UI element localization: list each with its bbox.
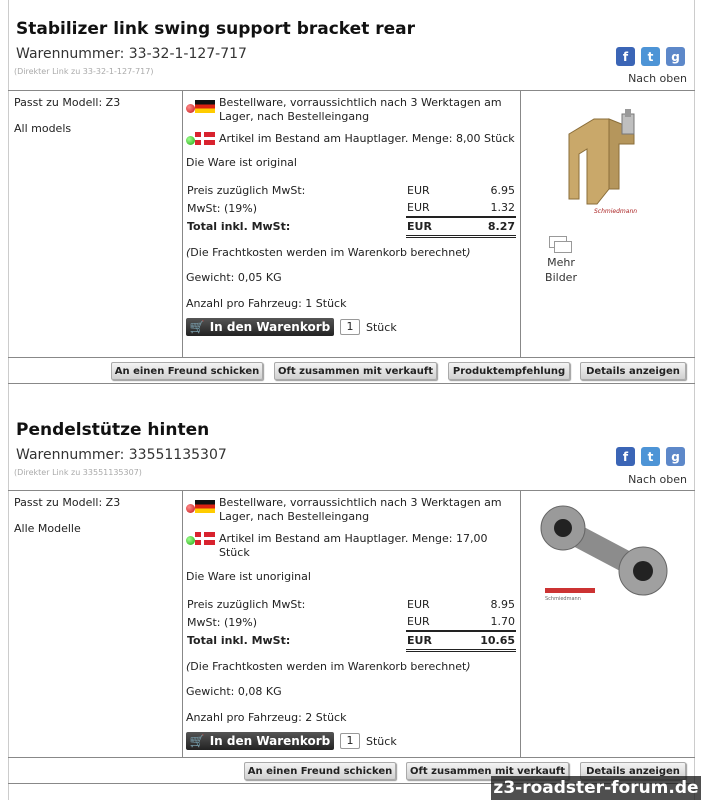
stock-order-line	[186, 496, 517, 524]
price-currency: EUR	[407, 615, 430, 628]
price-currency: EUR	[406, 217, 476, 237]
product-card	[8, 401, 695, 800]
stock-status-icon	[186, 500, 216, 514]
german-flag-icon	[195, 500, 215, 513]
product-image[interactable]	[549, 109, 659, 219]
stock-main-line	[186, 132, 517, 146]
price-amount: 1.70	[490, 615, 515, 628]
product-recommendation-button[interactable]: Produktempfehlung	[448, 362, 570, 380]
article-number: Warennummer: 33551135307	[16, 447, 227, 463]
product-card	[8, 0, 695, 400]
german-flag-icon	[195, 100, 215, 113]
social-share	[616, 447, 685, 466]
add-to-cart-label: In den Warenkorb	[209, 320, 331, 334]
product-details	[8, 90, 695, 358]
send-to-friend-button[interactable]: An einen Freund schicken	[111, 362, 263, 380]
quantity-input[interactable]: 1	[340, 319, 360, 335]
quantity-unit: Stück	[366, 320, 397, 334]
weight: Gewicht: 0,05 KG	[186, 271, 282, 284]
stock-status-icon	[186, 100, 216, 114]
price-label: Preis zuzüglich MwSt:	[187, 597, 306, 611]
more-images-link[interactable]: Mehr Bilder	[545, 256, 577, 284]
model-column	[8, 91, 183, 357]
more-images-icon[interactable]	[549, 236, 573, 254]
fits-model: Passt zu Modell: Z3	[14, 96, 121, 109]
direct-link[interactable]: (Direkter Link zu 33-32-1-127-717)	[14, 67, 154, 76]
often-sold-together-button[interactable]: Oft zusammen mit verkauft	[406, 762, 569, 780]
google-icon[interactable]: g	[666, 447, 685, 466]
twitter-icon[interactable]: t	[641, 47, 660, 66]
article-number: Warennummer: 33-32-1-127-717	[16, 46, 247, 62]
price-label: Total inkl. MwSt:	[187, 220, 291, 234]
price-currency: EUR	[407, 201, 430, 214]
shipping-text: Die Frachtkosten werden im Warenkorb berechnet	[190, 660, 467, 673]
price-row	[186, 199, 516, 217]
stock-status-icon	[186, 532, 216, 546]
price-total-row	[186, 217, 516, 237]
add-to-cart-label: In den Warenkorb	[209, 734, 331, 748]
cart-row	[186, 318, 517, 336]
send-to-friend-button[interactable]: An einen Freund schicken	[244, 762, 396, 780]
price-amount: 1.32	[490, 201, 515, 214]
svg-text:Schmiedmann: Schmiedmann	[594, 208, 638, 215]
stock-main-line	[186, 532, 517, 560]
price-currency: EUR	[406, 631, 476, 651]
info-column	[183, 91, 521, 357]
model-list: All models	[14, 122, 72, 135]
often-sold-together-button[interactable]: Oft zusammen mit verkauft	[274, 362, 437, 380]
shipping-text: Die Frachtkosten werden im Warenkorb berechnet	[190, 246, 467, 259]
product-image[interactable]	[533, 503, 683, 613]
model-column	[8, 491, 183, 757]
weight: Gewicht: 0,08 KG	[186, 685, 282, 698]
cart-icon: 🛒	[189, 320, 205, 334]
back-to-top-link[interactable]: Nach oben	[628, 72, 687, 85]
stock-status-icon	[186, 132, 216, 146]
twitter-icon[interactable]: t	[641, 447, 660, 466]
social-share	[616, 47, 685, 66]
image-column	[521, 91, 695, 357]
price-amount: 8.95	[490, 597, 515, 611]
stock-order-text: Bestellware, vorraussichtlich nach 3 Werktagen am Lager, nach Bestelleingang	[219, 496, 502, 523]
direct-link[interactable]: (Direkter Link zu 33551135307)	[14, 468, 142, 477]
svg-text:Schmiedmann: Schmiedmann	[545, 596, 581, 602]
add-to-cart-button[interactable]	[186, 732, 334, 750]
price-label: Preis zuzüglich MwSt:	[187, 183, 306, 197]
price-currency: EUR	[407, 597, 430, 611]
original-status: Die Ware ist unoriginal	[186, 570, 311, 583]
price-table	[186, 181, 516, 238]
show-details-button[interactable]: Details anzeigen	[580, 762, 686, 780]
product-title: Stabilizer link swing support bracket rear	[16, 19, 416, 39]
stock-main-text: Artikel im Bestand am Hauptlager. Menge: 8,00 Stück	[219, 132, 515, 145]
price-label: MwSt: (19%)	[187, 615, 258, 629]
per-vehicle: Anzahl pro Fahrzeug: 1 Stück	[186, 297, 347, 310]
forum-watermark: z3-roadster-forum.de	[491, 776, 701, 800]
action-bar	[8, 358, 695, 384]
back-to-top-link[interactable]: Nach oben	[628, 473, 687, 486]
facebook-icon[interactable]: f	[616, 447, 635, 466]
price-amount: 10.65	[476, 631, 516, 651]
cart-row	[186, 732, 517, 750]
danish-flag-icon	[195, 132, 215, 145]
cart-icon: 🛒	[189, 734, 205, 748]
stock-order-text: Bestellware, vorraussichtlich nach 3 Werktagen am Lager, nach Bestelleingang	[219, 96, 502, 123]
per-vehicle: Anzahl pro Fahrzeug: 2 Stück	[186, 711, 347, 724]
price-total-row	[186, 631, 516, 651]
product-title: Pendelstütze hinten	[16, 420, 210, 440]
stock-main-text: Artikel im Bestand am Hauptlager. Menge: 17,00 Stück	[219, 532, 488, 559]
show-details-button[interactable]: Details anzeigen	[580, 362, 686, 380]
image-column	[521, 491, 695, 757]
info-column	[183, 491, 521, 757]
original-status: Die Ware ist original	[186, 156, 297, 169]
shipping-note: (Die Frachtkosten werden im Warenkorb berechnet)	[186, 246, 471, 259]
price-amount: 8.27	[476, 217, 516, 237]
price-currency: EUR	[407, 183, 430, 197]
price-label: MwSt: (19%)	[187, 201, 258, 215]
danish-flag-icon	[195, 532, 215, 545]
price-row	[186, 613, 516, 631]
price-row	[186, 595, 516, 613]
product-details	[8, 490, 695, 758]
quantity-input[interactable]: 1	[340, 733, 360, 749]
fits-model: Passt zu Modell: Z3	[14, 496, 121, 509]
price-amount: 6.95	[490, 183, 515, 197]
add-to-cart-button[interactable]	[186, 318, 334, 336]
facebook-icon[interactable]: f	[616, 47, 635, 66]
stock-order-line	[186, 96, 517, 124]
price-row	[186, 181, 516, 199]
shipping-note: (Die Frachtkosten werden im Warenkorb berechnet)	[186, 660, 471, 673]
model-list: Alle Modelle	[14, 522, 81, 535]
google-icon[interactable]: g	[666, 47, 685, 66]
price-table	[186, 595, 516, 652]
price-label: Total inkl. MwSt:	[187, 634, 291, 648]
quantity-unit: Stück	[366, 734, 397, 748]
